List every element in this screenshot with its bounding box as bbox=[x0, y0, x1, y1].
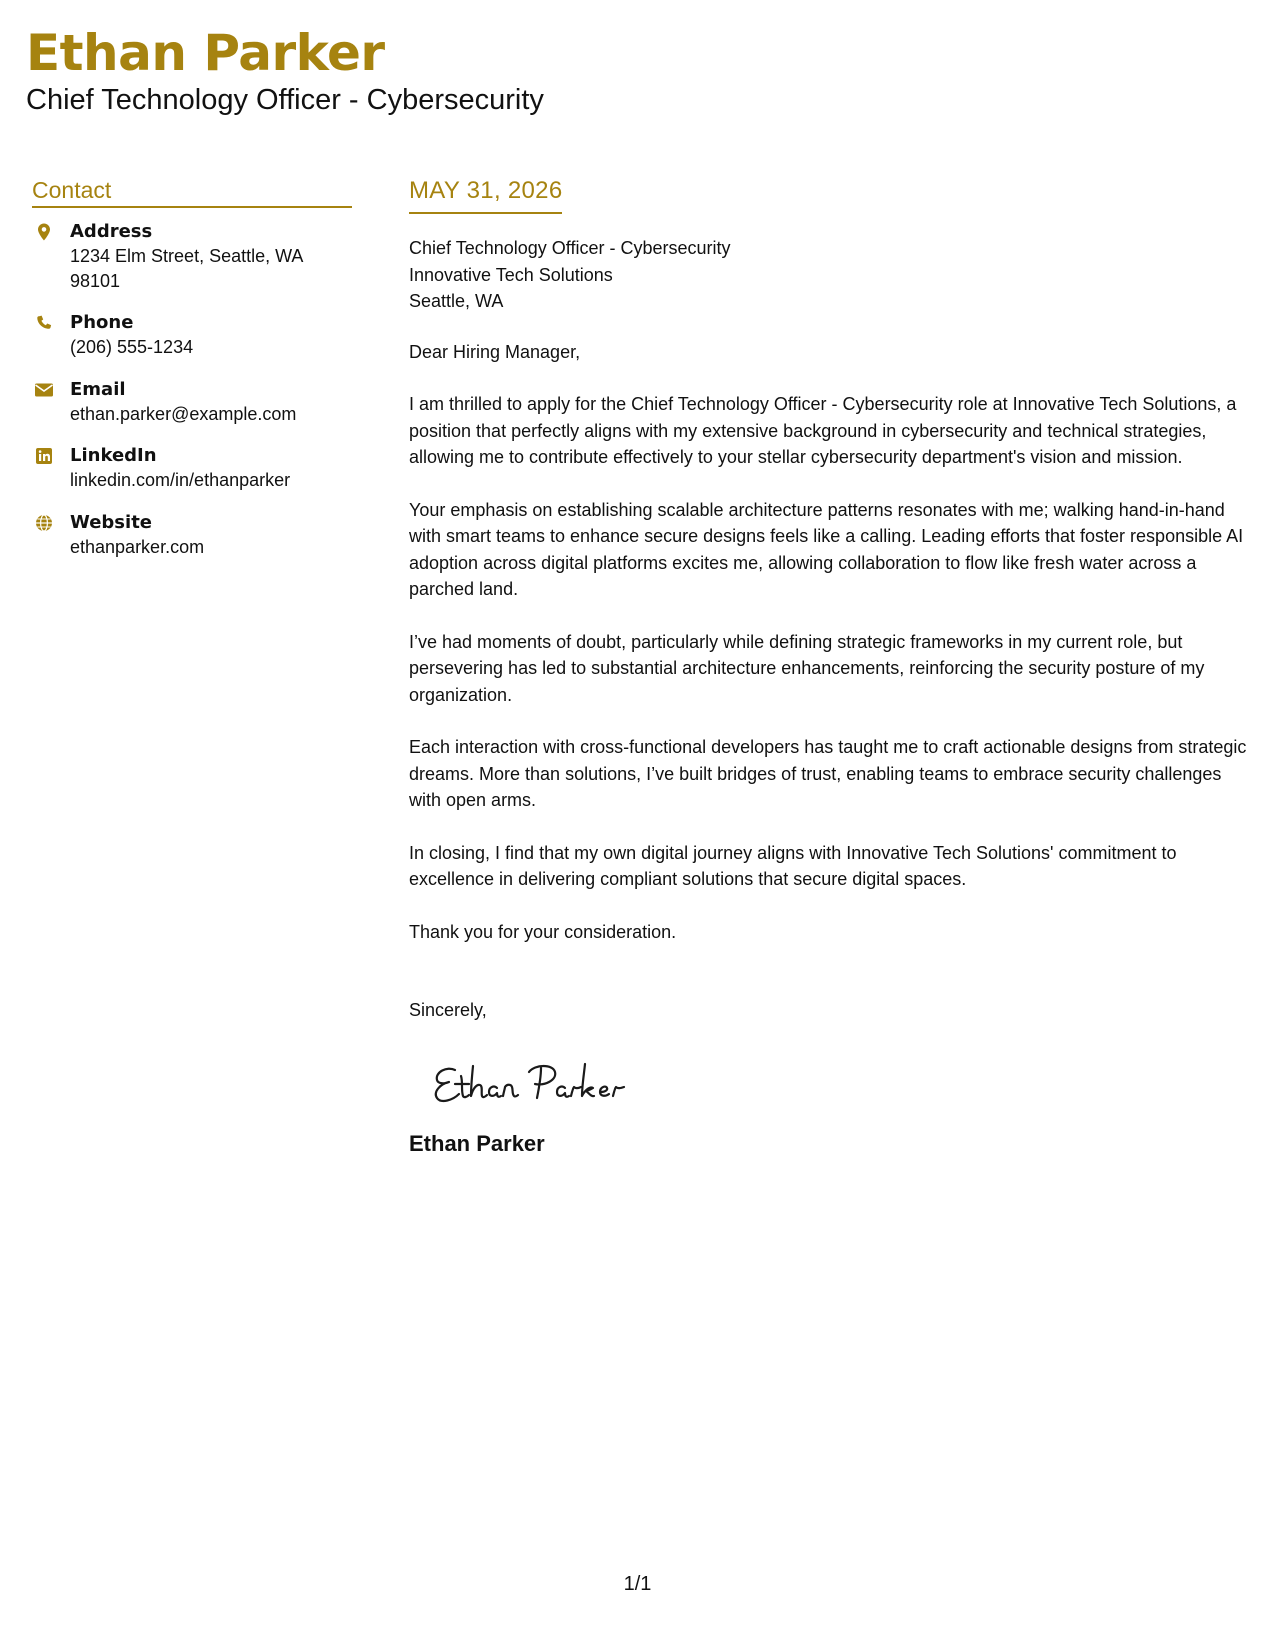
contact-email bbox=[32, 378, 352, 427]
email-value[interactable]: ethan.parker@example.com bbox=[70, 403, 297, 424]
phone-label: Phone bbox=[70, 312, 134, 333]
location-pin-icon bbox=[34, 222, 54, 242]
website-value[interactable]: ethanparker.com bbox=[70, 536, 205, 557]
phone-value[interactable]: (206) 555-1234 bbox=[70, 337, 194, 357]
website-label: Website bbox=[70, 511, 153, 533]
contact-linkedin bbox=[32, 444, 352, 493]
recipient-company: Innovative Tech Solutions bbox=[409, 264, 613, 285]
paragraph: Your emphasis on establishing scalable architecture patterns resonates with me; walking hand-in-hand with smart teams to enhance secure designs feels like a calling. Leading efforts that foster responsible AI adoption across digital platforms excites me, allowing collaboration to flow like fresh water across a parched land. bbox=[409, 499, 1244, 599]
address-value: 1234 Elm Street, Seattle, WA 98101 bbox=[70, 246, 303, 291]
recipient-location: Seattle, WA bbox=[409, 291, 504, 311]
closing: Sincerely, bbox=[409, 1000, 487, 1020]
paragraph: Thank you for your consideration. bbox=[409, 921, 677, 942]
phone-icon bbox=[34, 313, 54, 333]
candidate-name: Ethan Parker bbox=[26, 24, 385, 82]
address-label: Address bbox=[70, 221, 153, 242]
signature-image bbox=[425, 1048, 665, 1118]
paragraph: Each interaction with cross-functional developers has taught me to craft actionable designs from strategic dreams. More than solutions, I’ve built bridges of trust, enabling teams to embrace security challenges with open arms. bbox=[409, 737, 1247, 810]
globe-icon bbox=[34, 513, 54, 533]
email-label: Email bbox=[70, 378, 126, 400]
contact-sidebar bbox=[32, 176, 352, 577]
linkedin-value[interactable]: linkedin.com/in/ethanparker bbox=[70, 470, 291, 490]
envelope-icon bbox=[34, 380, 54, 400]
linkedin-icon bbox=[34, 446, 54, 466]
recipient-block bbox=[409, 235, 1249, 315]
paragraph: I am thrilled to apply for the Chief Technology Officer - Cybersecurity role at Innovative Tech Solutions, a position that perfectly aligns with my extensive background in cybersecurity and technical strategies, allowing me to contribute effectively to your stellar cybersecurity department's vision and mission. bbox=[409, 394, 1237, 467]
letter-body bbox=[409, 176, 1249, 1158]
contact-address bbox=[32, 220, 352, 293]
contact-phone bbox=[32, 311, 352, 360]
contact-website bbox=[32, 511, 352, 560]
greeting: Dear Hiring Manager, bbox=[409, 341, 581, 362]
signer-name: Ethan Parker bbox=[409, 1130, 545, 1156]
contact-heading: Contact bbox=[32, 176, 352, 208]
job-title: Chief Technology Officer - Cybersecurity bbox=[26, 84, 544, 116]
linkedin-label: LinkedIn bbox=[70, 445, 157, 466]
letter-date: MAY 31, 2026 bbox=[409, 176, 562, 214]
paragraph: I’ve had moments of doubt, particularly while defining strategic frameworks in my current role, but persevering has led to substantial architecture enhancements, reinforcing the security posture of my organization. bbox=[409, 631, 1205, 705]
page-number: 1/1 bbox=[623, 1573, 652, 1595]
recipient-position: Chief Technology Officer - Cybersecurity bbox=[409, 238, 731, 258]
paragraph: In closing, I find that my own digital journey aligns with Innovative Tech Solutions' commitment to excellence in delivering compliant solutions that secure digital spaces. bbox=[409, 842, 1177, 889]
